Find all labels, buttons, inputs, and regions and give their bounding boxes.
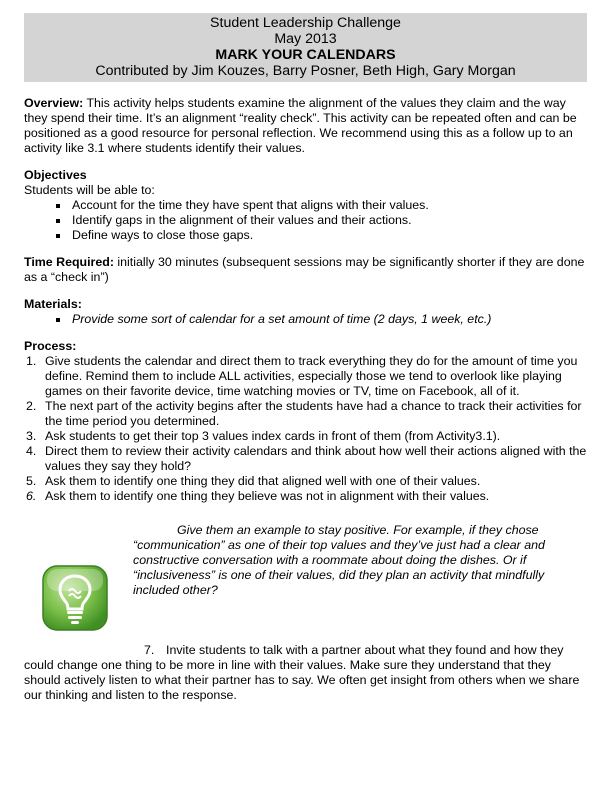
process-section <box>24 339 589 504</box>
step-7-number: 7. <box>144 643 155 657</box>
materials-label: Materials: <box>24 297 82 311</box>
overview-text: This activity helps students examine the alignment of the values they claim and the way they spend their time. It’s an alignment “reality check”. This activity can be repeated often and can be positioned as a good resource for personal reflection. We recommend using this as a follow up to an activity like 3.1 where students identify their values. <box>24 96 577 155</box>
objectives-section <box>24 168 589 243</box>
process-list <box>26 354 589 504</box>
list-item: 1. Give students the calendar and direct them to track everything they do for the amount of time you define. Remind them to include ALL activities, especially those we tend to overlook like playing games on their favorite device, time watching movies or TV, time on Facebook, all of it. <box>26 354 578 398</box>
step-7-paragraph <box>24 643 589 703</box>
objectives-label: Objectives <box>24 168 87 182</box>
list-item: Define ways to close those gaps. <box>56 228 589 243</box>
list-item: 5. Ask them to identify one thing they did that aligned well with one of their values. <box>26 474 481 488</box>
list-item: 6. Ask them to identify one thing they believe was not in alignment with their values. <box>26 489 490 503</box>
list-item: Account for the time they have spent that aligns with their values. <box>56 198 589 213</box>
contributors: Contributed by Jim Kouzes, Barry Posner, Beth High, Gary Morgan <box>95 63 516 79</box>
lightbulb-icon <box>41 564 109 632</box>
tip-text: Give them an example to stay positive. For example, if they chose “communication” as one of their top values and they’ve just had a clear and constructive conversation with a roommate about doing the dishes. Or if “inclusiveness” is one of their values, did they plan an activity that mindfully included other? <box>133 523 545 597</box>
objectives-list <box>56 198 589 243</box>
list-item: 2. The next part of the activity begins after the students have had a chance to track their activities for the time period you determined. <box>26 399 582 428</box>
overview-label: Overview: <box>24 96 84 110</box>
header-banner <box>24 13 587 82</box>
program-date: May 2013 <box>274 31 337 47</box>
activity-title: MARK YOUR CALENDARS <box>215 47 396 63</box>
step-7-text: Invite students to talk with a partner about what they found and how they could change one thing to be more in line with their values. Make sure they understand that they should actively listen to what their partner has to say. We often get insight from others when we share our thinking and listen to the response. <box>24 643 580 702</box>
tip-callout <box>24 523 589 632</box>
list-item: Identify gaps in the alignment of their values and their actions. <box>56 213 589 228</box>
list-item: 4. Direct them to review their activity calendars and think about how well their actions aligned with the values they say they hold? <box>26 444 587 473</box>
overview-section <box>24 96 589 156</box>
process-label: Process: <box>24 339 77 353</box>
tip-text-block <box>133 523 589 632</box>
materials-list <box>56 312 589 327</box>
program-title: Student Leadership Challenge <box>210 15 401 31</box>
time-text: initially 30 minutes (subsequent sessions may be significantly shorter if they are done as a “check in”) <box>24 255 585 284</box>
list-item: Provide some sort of calendar for a set amount of time (2 days, 1 week, etc.) <box>56 312 589 327</box>
time-label: Time Required: <box>24 255 114 269</box>
objectives-intro: Students will be able to: <box>24 183 155 197</box>
list-item: 3. Ask students to get their top 3 values index cards in front of them (from Activity3.1). <box>26 429 501 443</box>
time-section <box>24 255 589 285</box>
materials-section <box>24 297 589 327</box>
